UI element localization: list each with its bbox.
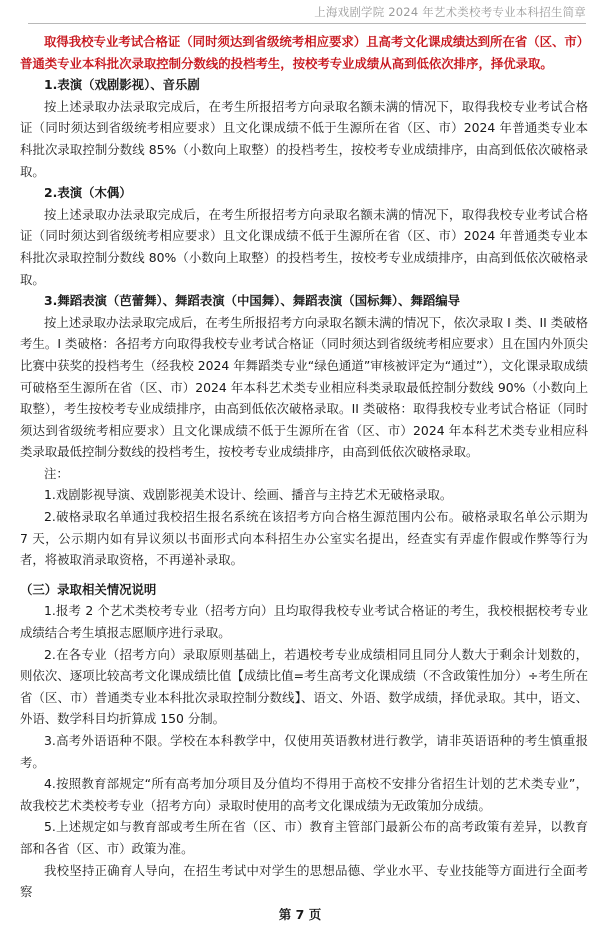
note-item: 1.戏剧影视导演、戏剧影视美术设计、绘画、播音与主持艺术无破格录取。: [44, 487, 453, 503]
page-content: [20, 31, 588, 903]
part-3-item: 3.高考外语语种不限。学校在本科教学中，仅使用英语教材进行教学，请非英语语种的考生慎重报考。: [20, 733, 588, 770]
header-title: 上海戏剧学院 2024 年艺术类校考专业本科招生简章: [314, 5, 586, 19]
intro-line-2: 普通类专业本科批次录取控制分数线的投档考生，按校考专业成绩从高到低依次排序，择优录取。: [20, 55, 553, 71]
header-rule: [28, 23, 586, 24]
section-2-heading: 2.表演（木偶）: [44, 185, 132, 201]
page-number: 第 7 页: [278, 907, 322, 922]
section-1-body: 按上述录取办法录取完成后，在考生所报招考方向录取名额未满的情况下，取得我校专业考试合格证（同时须达到省级统考相应要求）且文化课成绩不低于生源所在省（区、市）2024 年普通类专业本科批次录取控制分数线 85%（小数向上取整）的投档考生，按校考专业成绩排序，由高到低依次破格录取。: [20, 98, 588, 179]
section-3-body: 按上述录取办法录取完成后，在考生所报招考方向录取名额未满的情况下，依次录取 I 类、II 类破格考生。I 类破格：各招考方向取得我校专业考试合格证（同时须达到省级统考相应要求）且在国内外顶尖比赛中获奖的投档考生（经我校 2024 年舞蹈类专业“绿色通道”审核被评定为“通过”），文化课录取成绩可破格至生源所在省（区、市）2024 年本科艺术类专业相应科类录取最低控制分数线 90%（小数向上取整），考生按校考专业成绩排序，由高到低依次破格录取。II 类破格：取得我校专业考试合格证（同时须达到省级统考相应要求）且文化课成绩不低于生源所在省（区、市）2024 年本科艺术类专业相应科类录取最低控制分数线的投档考生，按校考专业成绩排序，由高到低依次破格录取。: [20, 314, 588, 460]
part-3-closing: 我校坚持正确育人导向，在招生考试中对学生的思想品德、学业水平、专业技能等方面进行全面考察: [20, 862, 588, 900]
section-3-heading: 3.舞蹈表演（芭蕾舞）、舞蹈表演（中国舞）、舞蹈表演（国标舞）、舞蹈编导: [44, 293, 461, 309]
section-2-body: 按上述录取办法录取完成后，在考生所报招考方向录取名额未满的情况下，取得我校专业考试合格证（同时须达到省级统考相应要求）且文化课成绩不低于生源所在省（区、市）2024 年普通类专业本科批次录取控制分数线 80%（小数向上取整）的投档考生，按校考专业成绩排序，由高到低依次破格录取。: [20, 206, 588, 287]
intro-line-1: 取得我校专业考试合格证（同时须达到省级统考相应要求）且高考文化课成绩达到所在省（区、市）: [44, 34, 590, 49]
note-item: 2.破格录取名单通过我校招生报名系统在该招考方向合格生源范围内公布。破格录取名单公示期为 7 天，公示期内如有异议须以书面形式向本科招生办公室实名提出，经查实有弄虚作假或作弊等行为者，将被取消录取资格，不再递补录取。: [20, 509, 588, 568]
part-3-item: 1.报考 2 个艺术类校考专业（招考方向）且均取得我校专业考试合格证的考生，我校根据校考专业成绩结合考生填报志愿顺序进行录取。: [20, 603, 588, 641]
notes-label: 注：: [44, 465, 69, 481]
page-header: [0, 0, 600, 26]
part-3-item: 5.上述规定如与教育部或考生所在省（区、市）教育主管部门最新公布的高考政策有差异，以教育部和各省（区、市）政策为准。: [20, 819, 588, 856]
section-gap: [20, 571, 588, 579]
part-3-heading: （三）录取相关情况说明: [20, 581, 157, 597]
part-3-item: 4.按照教育部规定“所有高考加分项目及分值均不得用于高校不安排分省招生计划的艺术类专业”，故我校艺术类校考专业（招考方向）录取时使用的高考文化课成绩为无政策加分成绩。: [20, 776, 588, 813]
part-3-item: 2.在各专业（招考方向）录取原则基础上，若遇校考专业成绩相同且同分人数大于剩余计划数的，则依次、逐项比较高考文化课成绩比值【成绩比值=考生高考文化课成绩（不含政策性加分）÷考生所在省（区、市）普通类专业本科批次录取控制分数线】、语文、外语、数学成绩，择优录取。其中，语文、外语、数学科目均折算成 150 分制。: [20, 646, 588, 727]
section-1-heading: 1.表演（戏剧影视）、音乐剧: [44, 77, 200, 93]
